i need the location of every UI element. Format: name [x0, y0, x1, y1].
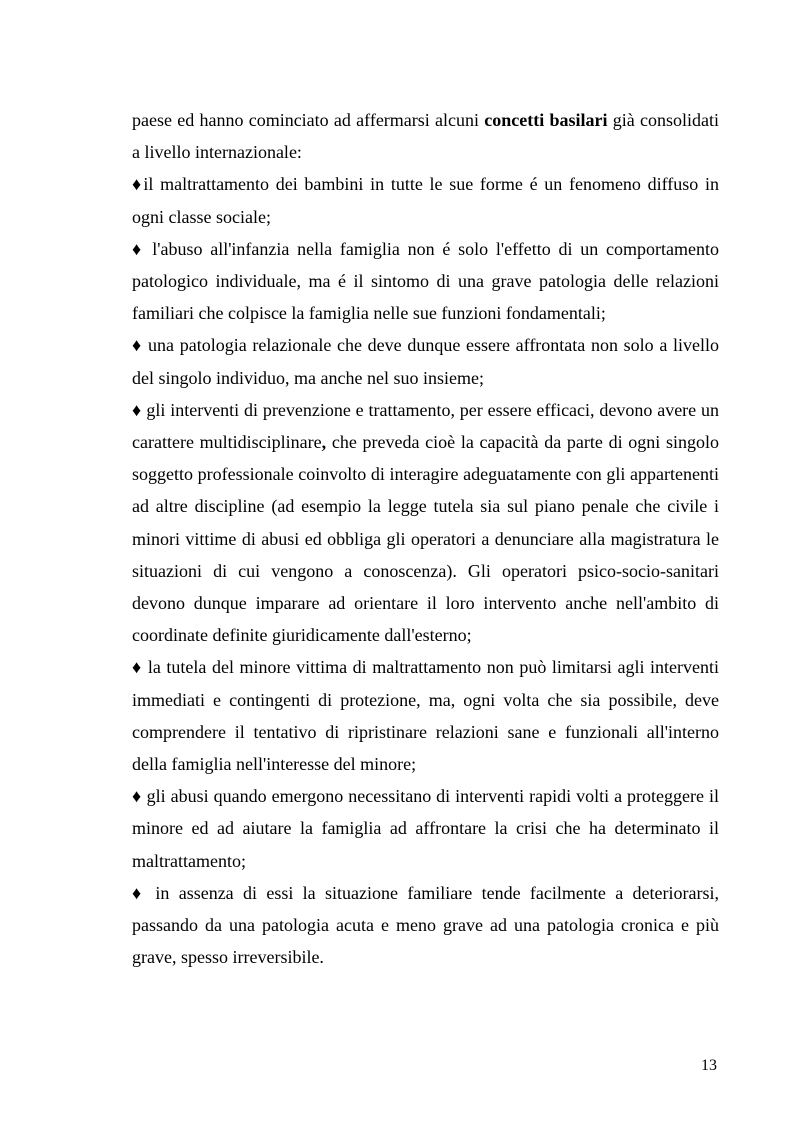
intro-paragraph — [132, 104, 719, 168]
bullet-item-6 — [132, 780, 719, 877]
bullet-text-end: che preveda cioè la capacità da parte di ogni singolo soggetto professionale coinvolto di interagire adeguatamente con gli appartenenti ad altre discipline (ad esempio la legge tutela sia sul piano penale che civile i minori vittime di abusi ed obbliga gli operatori a denunciare alla magistratura le situazioni di cui vengono a conoscenza). Gli operatori psico-socio-sanitari devono dunque imparare ad orientare il loro intervento anche nell'ambito di coordinate definite giuridicamente dall'esterno; — [132, 432, 719, 646]
bullet-marker: ♦ — [132, 335, 143, 356]
bullet-item-2 — [132, 233, 719, 330]
bullet-text: l'abuso all'infanzia nella famiglia non é solo l'effetto di un comportamento patologico individuale, ma é il sintomo di una grave patologia delle relazioni familiari che colpisce la famiglia nelle sue funzioni fondamentali; — [132, 238, 720, 324]
bullet-bold-comma: , — [321, 432, 327, 453]
bullet-text: una patologia relazionale che deve dunque essere affrontata non solo a livello del singolo individuo, ma anche nel suo insieme; — [132, 335, 720, 388]
bullet-marker: ♦ — [132, 238, 145, 259]
bullet-text: gli abusi quando emergono necessitano di interventi rapidi volti a proteggere il minore ed ad aiutare la famiglia ad affrontare la crisi che ha determinato il maltrattamento; — [132, 786, 719, 871]
intro-text-end: già consolidati a livello internazionale: — [132, 110, 719, 163]
body-text — [132, 104, 719, 973]
bullet-marker: ♦ — [132, 882, 147, 903]
bullet-marker: ♦ — [132, 399, 142, 420]
bullet-text: la tutela del minore vittima di maltrattamento non può limitarsi agli interventi immediati e contingenti di protezione, ma, ogni volta che sia possibile, deve comprendere il tentativo di ripristinare relazioni sane e funzionali all'interno della famiglia nell'interesse del minore; — [132, 657, 719, 775]
bullet-text-start: gli interventi di prevenzione e trattamento, per essere efficaci, devono avere un carattere multidisciplinare — [132, 399, 720, 453]
bullet-text: in assenza di essi la situazione familiare tende facilmente a deteriorarsi, passando da una patologia acuta e meno grave ad una patologia cronica e più grave, spesso irreversibile. — [132, 882, 720, 968]
bullet-item-7 — [132, 877, 719, 974]
bullet-marker: ♦ — [132, 174, 144, 195]
intro-text-start: paese ed hanno cominciato ad affermarsi alcuni — [132, 110, 485, 130]
bullet-marker: ♦ — [132, 786, 142, 807]
bullet-item-5 — [132, 651, 719, 780]
intro-bold-term: concetti basilari — [484, 110, 608, 130]
page-number: 13 — [701, 1057, 717, 1074]
bullet-item-4 — [132, 394, 719, 652]
bullet-item-1 — [132, 168, 719, 232]
bullet-item-3 — [132, 329, 719, 393]
bullet-text: il maltrattamento dei bambini in tutte le sue forme é un fenomeno diffuso in ogni classe sociale; — [132, 174, 720, 227]
bullet-marker: ♦ — [132, 657, 143, 678]
